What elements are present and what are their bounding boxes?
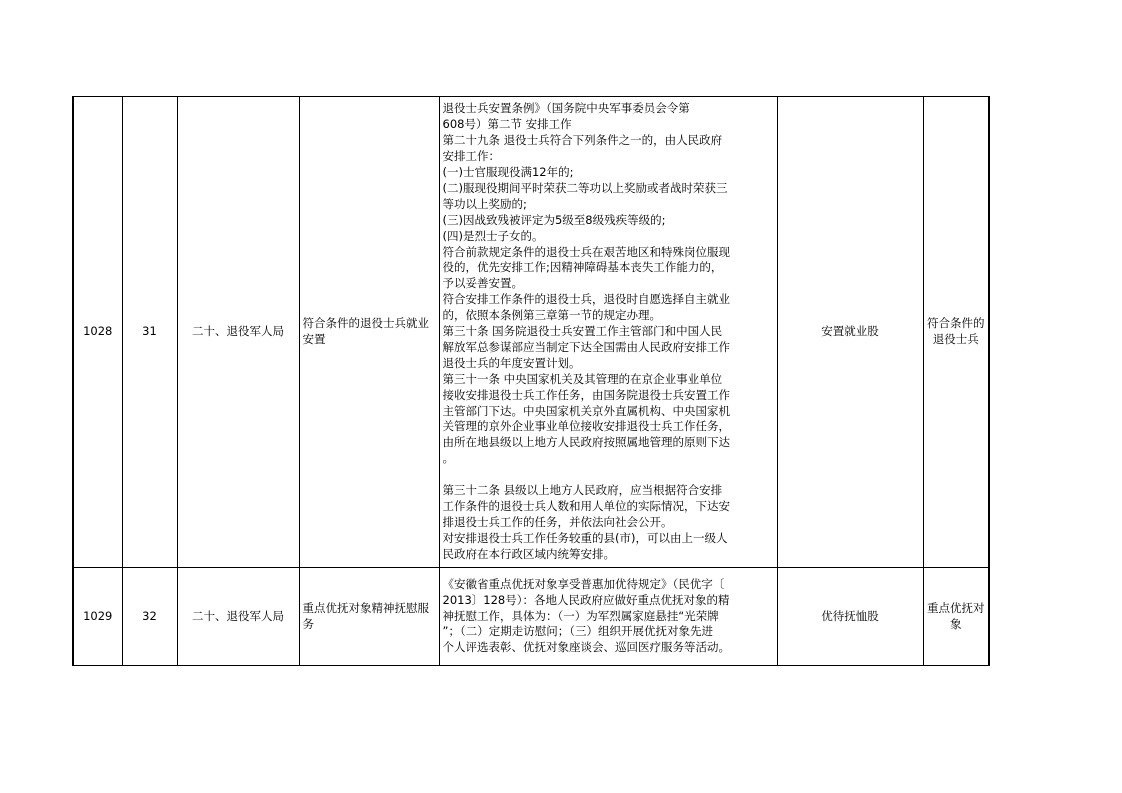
table-row bbox=[73, 97, 989, 568]
basis-line: 神抚慰工作，具体为：（一）为军烈属家庭悬挂“光荣牌 bbox=[442, 608, 719, 623]
basis-line: 608号）第二节 安排工作 bbox=[442, 117, 572, 132]
basis-line: 民政府在本行政区域内统筹安排。 bbox=[442, 546, 615, 561]
row-target: 符合条件的退役士兵 bbox=[923, 97, 989, 568]
row-department: 二十、退役军人局 bbox=[177, 97, 299, 568]
basis-line: 由所在地县级以上地方人民政府按照属地管理的原则下达 bbox=[442, 435, 730, 450]
row-index: 1028 bbox=[73, 97, 122, 568]
basis-line: 关管理的京外企业事业单位接收安排退役士兵工作任务， bbox=[442, 419, 730, 434]
basis-line: 予以妥善安置。 bbox=[442, 276, 523, 291]
basis-line: 符合安排工作条件的退役士兵，退役时自愿选择自主就业 bbox=[442, 292, 730, 307]
basis-line: 接收安排退役士兵工作任务，由国务院退役士兵安置工作 bbox=[442, 387, 730, 402]
row-department: 二十、退役军人局 bbox=[177, 568, 299, 666]
basis-line: 个人评选表彰、优抚对象座谈会、巡回医疗服务等活动。 bbox=[442, 640, 730, 655]
row-seq: 32 bbox=[122, 568, 177, 666]
basis-line: 工作条件的退役士兵人数和用人单位的实际情况，下达安 bbox=[442, 499, 730, 514]
basis-line: 符合前款规定条件的退役士兵在艰苦地区和特殊岗位服现 bbox=[442, 244, 730, 259]
basis-line: 第二十九条 退役士兵符合下列条件之一的，由人民政府 bbox=[442, 133, 723, 148]
row-office: 安置就业股 bbox=[777, 97, 923, 568]
row-basis bbox=[439, 97, 777, 568]
row-seq: 31 bbox=[122, 97, 177, 568]
basis-line: 退役士兵的年度安置计划。 bbox=[442, 355, 581, 370]
basis-line: 第三十条 国务院退役士兵安置工作主管部门和中国人民 bbox=[442, 324, 723, 339]
row-basis bbox=[439, 568, 777, 666]
basis-line: (二)服现役期间平时荣获二等功以上奖励或者战时荣获三 bbox=[442, 180, 728, 195]
basis-line: 第三十二条 县级以上地方人民政府，应当根据符合安排 bbox=[442, 483, 723, 498]
basis-line: 。 bbox=[442, 451, 454, 466]
row-item: 符合条件的退役士兵就业安置 bbox=[299, 97, 439, 568]
basis-line: 排退役士兵工作的任务，并依法向社会公开。 bbox=[442, 514, 673, 529]
basis-line: 等功以上奖励的; bbox=[442, 196, 527, 211]
basis-line: 2013〕128号）：各地人民政府应做好重点优抚对象的精 bbox=[442, 592, 730, 607]
row-target: 重点优抚对象 bbox=[923, 568, 989, 666]
basis-line: 解放军总参谋部应当制定下达全国需由人民政府安排工作 bbox=[442, 339, 730, 354]
basis-line bbox=[443, 467, 774, 483]
table-row bbox=[73, 568, 989, 666]
basis-line: (一)士官服现役满12年的; bbox=[442, 164, 574, 179]
basis-line: (三)因战致残被评定为5级至8级残疾等级的; bbox=[442, 212, 666, 227]
row-item: 重点优抚对象精神抚慰服务 bbox=[299, 568, 439, 666]
basis-line: 的，依照本条例第三章第一节的规定办理。 bbox=[442, 308, 661, 323]
basis-line: 第三十一条 中央国家机关及其管理的在京企业事业单位 bbox=[442, 371, 723, 386]
basis-line: 安排工作： bbox=[442, 149, 500, 164]
row-office: 优待抚恤股 bbox=[777, 568, 923, 666]
basis-line: 退役士兵安置条例》（国务院中央军事委员会令第 bbox=[442, 101, 690, 116]
basis-line: 《安徽省重点优抚对象享受普惠加优待规定》（民优字〔 bbox=[442, 576, 725, 591]
basis-line: 主管部门下达。中央国家机关京外直属机构、中央国家机 bbox=[442, 403, 730, 418]
basis-line: 役的，优先安排工作;因精神障碍基本丧失工作能力的， bbox=[442, 260, 723, 275]
row-index: 1029 bbox=[73, 568, 122, 666]
basis-line: (四)是烈士子女的。 bbox=[442, 228, 544, 243]
basis-line: 对安排退役士兵工作任务较重的县(市)，可以由上一级人 bbox=[442, 530, 728, 545]
basis-line: ”；（二）定期走访慰问；（三）组织开展优抚对象先进 bbox=[442, 624, 713, 639]
policy-table bbox=[72, 96, 990, 666]
